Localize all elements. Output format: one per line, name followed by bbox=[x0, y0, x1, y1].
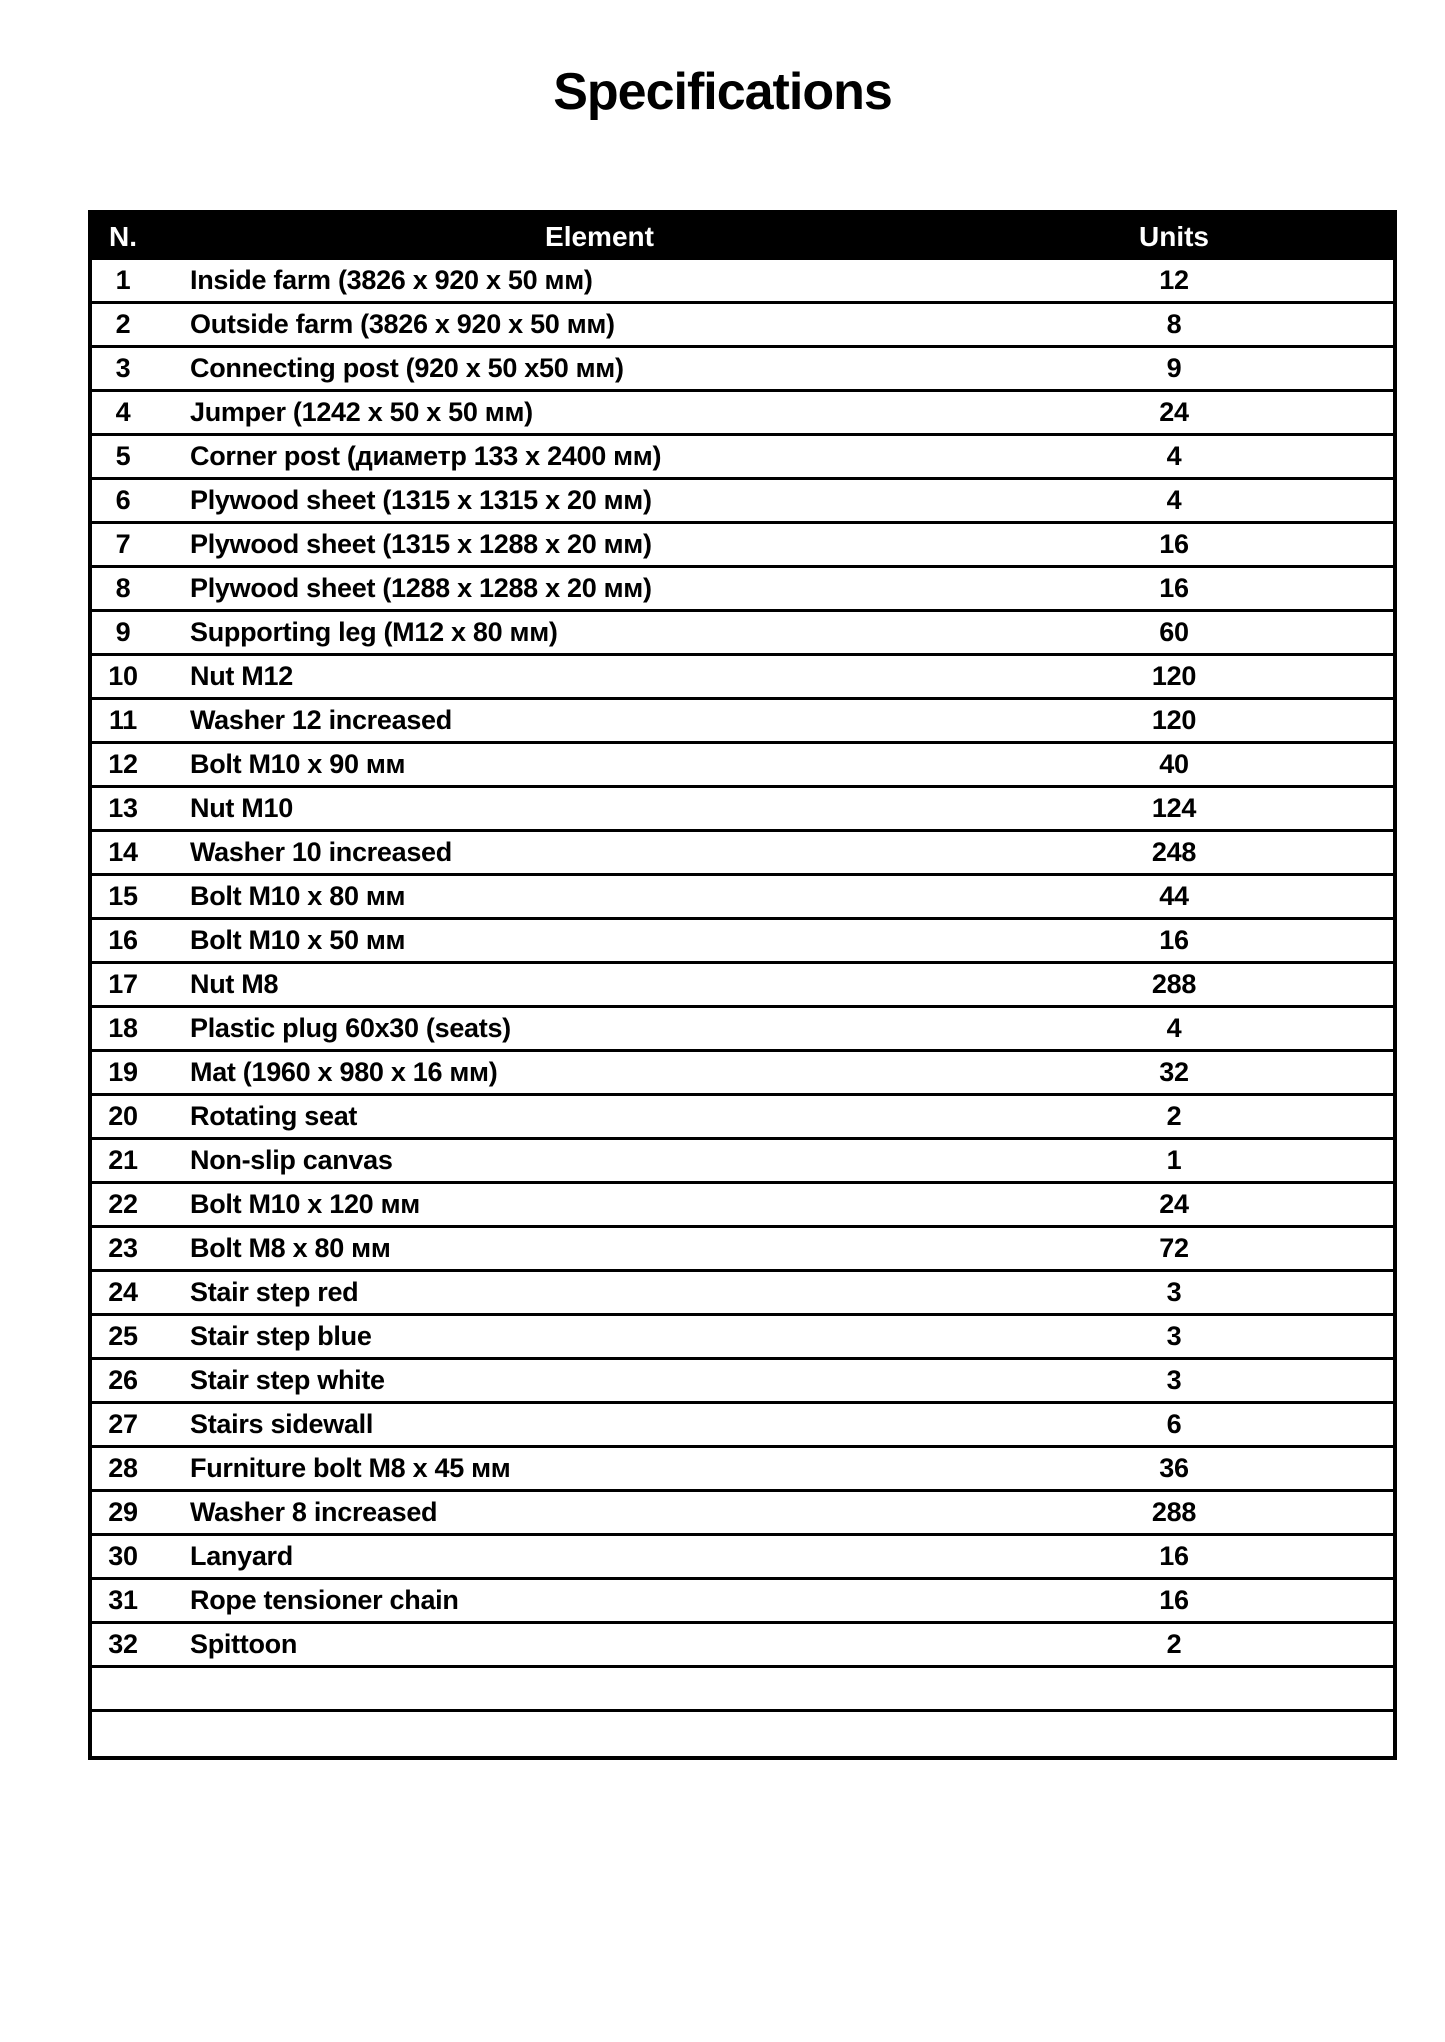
table-row bbox=[92, 524, 1393, 568]
row-number: 25 bbox=[108, 1321, 138, 1351]
table-row bbox=[92, 392, 1393, 436]
row-units: 288 bbox=[1151, 969, 1197, 999]
table-row bbox=[92, 1580, 1393, 1624]
row-number: 8 bbox=[115, 573, 131, 603]
table-row bbox=[92, 876, 1393, 920]
table-row bbox=[92, 1448, 1393, 1492]
row-element: Washer 8 increased bbox=[190, 1497, 438, 1527]
row-number: 24 bbox=[108, 1277, 138, 1307]
row-units: 16 bbox=[1159, 1541, 1189, 1571]
header-n: N. bbox=[109, 221, 137, 252]
row-element: Stair step blue bbox=[190, 1321, 372, 1351]
table-row bbox=[92, 1624, 1393, 1668]
row-element: Bolt M8 x 80 мм bbox=[190, 1233, 391, 1263]
row-element: Supporting leg (M12 x 80 мм) bbox=[190, 617, 558, 647]
table-row bbox=[92, 1140, 1393, 1184]
row-number: 28 bbox=[108, 1453, 138, 1483]
table-row bbox=[92, 1404, 1393, 1448]
table-row bbox=[92, 1184, 1393, 1228]
row-element: Rotating seat bbox=[190, 1101, 358, 1131]
row-element: Bolt M10 x 50 мм bbox=[190, 925, 406, 955]
row-units: 24 bbox=[1159, 1189, 1189, 1219]
row-units: 3 bbox=[1166, 1277, 1182, 1307]
row-element: Non-slip canvas bbox=[190, 1145, 393, 1175]
table-row bbox=[92, 1052, 1393, 1096]
row-number: 22 bbox=[108, 1189, 138, 1219]
table-row bbox=[92, 832, 1393, 876]
row-units: 36 bbox=[1159, 1453, 1189, 1483]
table-row bbox=[92, 1360, 1393, 1404]
row-number: 1 bbox=[115, 265, 131, 295]
row-element: Spittoon bbox=[190, 1629, 298, 1659]
table-row bbox=[92, 788, 1393, 832]
table-row bbox=[92, 436, 1393, 480]
row-element: Plywood sheet (1315 x 1288 x 20 мм) bbox=[190, 529, 652, 559]
table-row bbox=[92, 568, 1393, 612]
row-units: 3 bbox=[1166, 1365, 1182, 1395]
row-number: 5 bbox=[115, 441, 131, 471]
specifications-table bbox=[88, 210, 1397, 1760]
row-units: 12 bbox=[1159, 265, 1189, 295]
page-title: Specifications bbox=[553, 63, 892, 121]
row-element: Mat (1960 x 980 x 16 мм) bbox=[190, 1057, 498, 1087]
row-number: 12 bbox=[108, 749, 138, 779]
row-units: 24 bbox=[1159, 397, 1189, 427]
table-row bbox=[92, 920, 1393, 964]
table-row bbox=[92, 1096, 1393, 1140]
row-units: 4 bbox=[1166, 1013, 1182, 1043]
row-number: 31 bbox=[108, 1585, 138, 1615]
row-number: 14 bbox=[108, 837, 138, 867]
row-units: 16 bbox=[1159, 529, 1189, 559]
row-number: 20 bbox=[108, 1101, 138, 1131]
row-number: 6 bbox=[115, 485, 131, 515]
row-number: 26 bbox=[108, 1365, 138, 1395]
row-units: 72 bbox=[1159, 1233, 1189, 1263]
row-number: 30 bbox=[108, 1541, 138, 1571]
table-row bbox=[92, 656, 1393, 700]
row-units: 9 bbox=[1166, 353, 1182, 383]
row-units: 16 bbox=[1159, 573, 1189, 603]
row-element: Furniture bolt M8 x 45 мм bbox=[190, 1453, 511, 1483]
table-row bbox=[92, 744, 1393, 788]
row-element: Corner post (диаметр 133 x 2400 мм) bbox=[190, 441, 662, 471]
row-number: 4 bbox=[115, 397, 131, 427]
row-number: 19 bbox=[108, 1057, 138, 1087]
row-element: Plywood sheet (1315 x 1315 x 20 мм) bbox=[190, 485, 652, 515]
table-row-empty bbox=[92, 1712, 1393, 1756]
row-element: Jumper (1242 x 50 x 50 мм) bbox=[190, 397, 533, 427]
table-body bbox=[92, 260, 1393, 1756]
row-units: 40 bbox=[1159, 749, 1189, 779]
row-number: 17 bbox=[108, 969, 138, 999]
table-header-row bbox=[92, 214, 1393, 260]
row-units: 16 bbox=[1159, 925, 1189, 955]
row-units: 120 bbox=[1151, 705, 1197, 735]
row-element: Stair step red bbox=[190, 1277, 359, 1307]
table-row bbox=[92, 480, 1393, 524]
table-row bbox=[92, 260, 1393, 304]
row-units: 60 bbox=[1159, 617, 1189, 647]
row-number: 27 bbox=[108, 1409, 138, 1439]
row-element: Nut M12 bbox=[190, 661, 293, 691]
row-units: 4 bbox=[1166, 485, 1182, 515]
row-number: 21 bbox=[108, 1145, 138, 1175]
row-number: 2 bbox=[115, 309, 131, 339]
row-element: Stairs sidewall bbox=[190, 1409, 374, 1439]
row-element: Bolt M10 x 120 мм bbox=[190, 1189, 420, 1219]
row-number: 11 bbox=[109, 705, 137, 735]
table-row bbox=[92, 304, 1393, 348]
row-units: 6 bbox=[1166, 1409, 1182, 1439]
row-element: Inside farm (3826 x 920 x 50 мм) bbox=[190, 265, 593, 295]
row-units: 32 bbox=[1159, 1057, 1189, 1087]
table-row bbox=[92, 1492, 1393, 1536]
row-element: Nut M8 bbox=[190, 969, 279, 999]
table-row bbox=[92, 1272, 1393, 1316]
row-element: Washer 12 increased bbox=[190, 705, 452, 735]
row-number: 18 bbox=[108, 1013, 138, 1043]
row-number: 7 bbox=[115, 529, 131, 559]
row-element: Lanyard bbox=[190, 1541, 293, 1571]
row-number: 29 bbox=[108, 1497, 138, 1527]
row-units: 1 bbox=[1166, 1145, 1182, 1175]
row-number: 13 bbox=[108, 793, 138, 823]
row-units: 3 bbox=[1166, 1321, 1182, 1351]
row-units: 4 bbox=[1166, 441, 1182, 471]
row-element: Washer 10 increased bbox=[190, 837, 452, 867]
header-element: Element bbox=[545, 221, 654, 252]
row-units: 288 bbox=[1151, 1497, 1197, 1527]
table-row bbox=[92, 1228, 1393, 1272]
table-row bbox=[92, 1536, 1393, 1580]
row-element: Bolt M10 x 90 мм bbox=[190, 749, 406, 779]
row-units: 44 bbox=[1159, 881, 1189, 911]
row-units: 124 bbox=[1151, 793, 1197, 823]
table-row bbox=[92, 612, 1393, 656]
row-element: Rope tensioner chain bbox=[190, 1585, 459, 1615]
row-element: Plywood sheet (1288 x 1288 x 20 мм) bbox=[190, 573, 652, 603]
table-row bbox=[92, 700, 1393, 744]
table-row bbox=[92, 348, 1393, 392]
table-row bbox=[92, 1008, 1393, 1052]
row-element: Stair step white bbox=[190, 1365, 385, 1395]
row-element: Plastic plug 60x30 (seats) bbox=[190, 1013, 511, 1043]
table-row bbox=[92, 964, 1393, 1008]
row-units: 16 bbox=[1159, 1585, 1189, 1615]
row-element: Nut M10 bbox=[190, 793, 293, 823]
row-number: 9 bbox=[115, 617, 131, 647]
row-units: 248 bbox=[1151, 837, 1197, 867]
table-row bbox=[92, 1316, 1393, 1360]
row-units: 120 bbox=[1151, 661, 1197, 691]
row-number: 10 bbox=[108, 661, 138, 691]
row-units: 8 bbox=[1166, 309, 1182, 339]
row-units: 2 bbox=[1166, 1101, 1182, 1131]
row-number: 16 bbox=[108, 925, 138, 955]
table-row-empty bbox=[92, 1668, 1393, 1712]
row-number: 32 bbox=[108, 1629, 138, 1659]
row-element: Connecting post (920 x 50 x50 мм) bbox=[190, 353, 624, 383]
row-element: Bolt M10 x 80 мм bbox=[190, 881, 406, 911]
header-units: Units bbox=[1139, 221, 1209, 252]
row-element: Outside farm (3826 x 920 x 50 мм) bbox=[190, 309, 615, 339]
row-number: 15 bbox=[108, 881, 138, 911]
row-number: 3 bbox=[115, 353, 131, 383]
row-units: 2 bbox=[1166, 1629, 1182, 1659]
row-number: 23 bbox=[108, 1233, 138, 1263]
